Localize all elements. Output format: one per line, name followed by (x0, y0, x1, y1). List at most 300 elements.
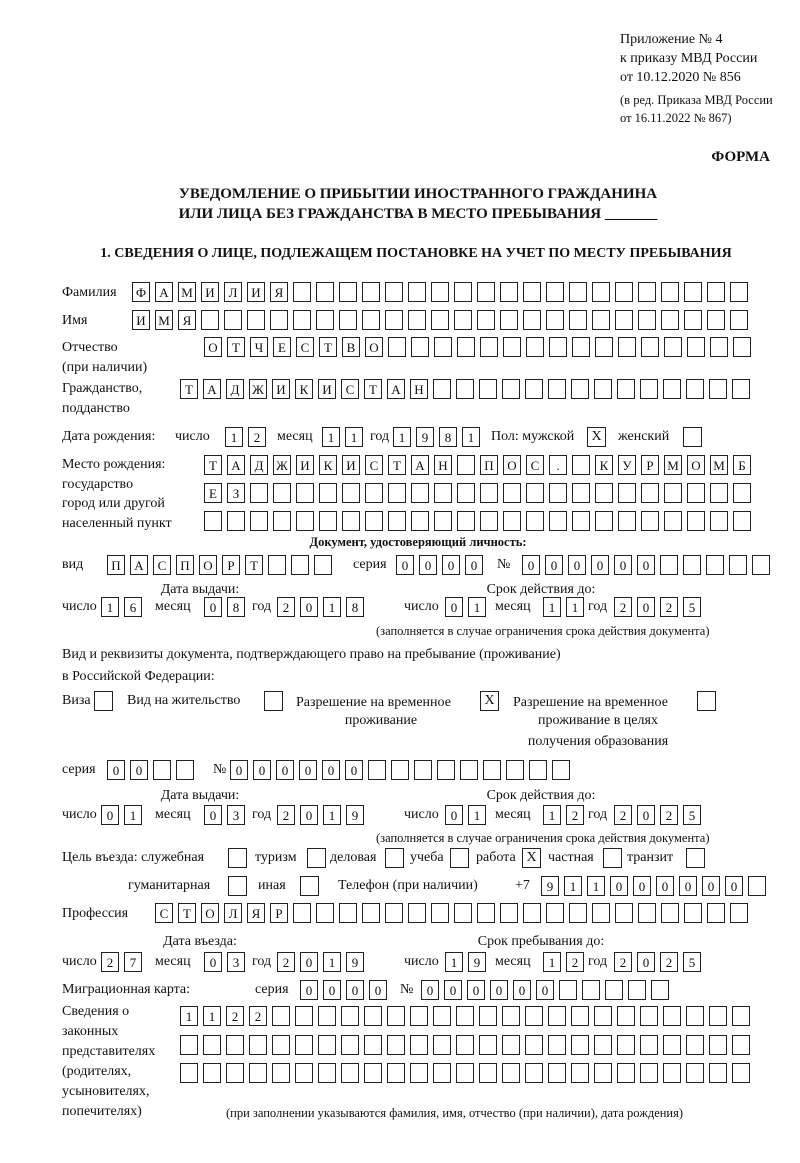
char-box[interactable] (732, 379, 750, 399)
char-box[interactable] (752, 555, 770, 575)
char-box[interactable]: О (201, 903, 219, 923)
char-box[interactable] (268, 555, 286, 575)
char-box[interactable] (273, 483, 291, 503)
purpose-business-checkbox[interactable] (385, 848, 404, 868)
id-issue-year-field[interactable] (277, 597, 364, 617)
char-box[interactable] (628, 980, 646, 1000)
char-box[interactable]: С (341, 379, 359, 399)
char-box[interactable] (651, 980, 669, 1000)
char-box[interactable] (227, 511, 245, 531)
char-box[interactable]: 0 (445, 805, 463, 825)
char-box[interactable] (388, 511, 406, 531)
char-box[interactable] (525, 1063, 543, 1083)
stay-day-field[interactable] (445, 952, 486, 972)
entry-year-field[interactable] (277, 952, 364, 972)
char-box[interactable] (456, 1006, 474, 1026)
char-box[interactable]: П (480, 455, 498, 475)
char-box[interactable]: 1 (323, 597, 341, 617)
char-box[interactable] (684, 282, 702, 302)
char-box[interactable] (362, 310, 380, 330)
char-box[interactable]: 0 (614, 555, 632, 575)
char-box[interactable]: 2 (249, 1006, 267, 1026)
char-box[interactable]: А (411, 455, 429, 475)
char-box[interactable] (204, 511, 222, 531)
char-box[interactable]: 1 (566, 597, 584, 617)
char-box[interactable]: 0 (253, 760, 271, 780)
char-box[interactable]: Я (247, 903, 265, 923)
char-box[interactable] (687, 511, 705, 531)
char-box[interactable] (226, 1035, 244, 1055)
char-box[interactable]: 0 (204, 805, 222, 825)
char-box[interactable] (249, 1063, 267, 1083)
migration-number-field[interactable] (421, 980, 669, 1000)
char-box[interactable] (572, 337, 590, 357)
char-box[interactable] (480, 483, 498, 503)
reps-field-row1[interactable] (180, 1006, 750, 1026)
char-box[interactable] (364, 1006, 382, 1026)
char-box[interactable] (687, 337, 705, 357)
char-box[interactable] (316, 282, 334, 302)
char-box[interactable] (296, 511, 314, 531)
char-box[interactable] (391, 760, 409, 780)
char-box[interactable]: 0 (276, 760, 294, 780)
char-box[interactable]: 0 (444, 980, 462, 1000)
char-box[interactable] (500, 903, 518, 923)
char-box[interactable]: Д (226, 379, 244, 399)
char-box[interactable] (549, 511, 567, 531)
char-box[interactable]: 0 (490, 980, 508, 1000)
char-box[interactable]: 9 (468, 952, 486, 972)
char-box[interactable] (664, 483, 682, 503)
char-box[interactable]: 0 (637, 805, 655, 825)
birthplace-field-row1[interactable] (204, 455, 751, 475)
sex-male-checkbox[interactable]: X (587, 427, 606, 447)
char-box[interactable]: М (664, 455, 682, 475)
birth-year-field[interactable] (393, 427, 480, 447)
char-box[interactable] (411, 483, 429, 503)
char-box[interactable] (434, 483, 452, 503)
char-box[interactable] (437, 760, 455, 780)
char-box[interactable] (548, 1035, 566, 1055)
char-box[interactable]: М (178, 282, 196, 302)
char-box[interactable] (457, 483, 475, 503)
char-box[interactable] (592, 282, 610, 302)
char-box[interactable]: 0 (633, 876, 651, 896)
name-field[interactable] (132, 310, 748, 330)
char-box[interactable] (479, 1035, 497, 1055)
rd-issue-day-field[interactable] (101, 805, 142, 825)
char-box[interactable]: 1 (393, 427, 411, 447)
trp-checkbox[interactable]: X (480, 691, 499, 711)
char-box[interactable] (594, 1035, 612, 1055)
char-box[interactable] (247, 310, 265, 330)
char-box[interactable] (526, 337, 544, 357)
char-box[interactable]: 2 (566, 805, 584, 825)
char-box[interactable]: 8 (439, 427, 457, 447)
char-box[interactable] (316, 903, 334, 923)
purpose-other-checkbox[interactable] (300, 876, 319, 896)
char-box[interactable]: 2 (660, 597, 678, 617)
char-box[interactable]: 2 (660, 805, 678, 825)
rd-issue-month-field[interactable] (204, 805, 245, 825)
char-box[interactable] (503, 511, 521, 531)
char-box[interactable]: 1 (445, 952, 463, 972)
char-box[interactable]: С (296, 337, 314, 357)
char-box[interactable]: Л (224, 903, 242, 923)
char-box[interactable]: 1 (322, 427, 340, 447)
char-box[interactable]: 0 (536, 980, 554, 1000)
citizenship-field[interactable] (180, 379, 750, 399)
char-box[interactable]: 3 (227, 805, 245, 825)
char-box[interactable]: Н (410, 379, 428, 399)
char-box[interactable] (341, 1006, 359, 1026)
char-box[interactable] (433, 1035, 451, 1055)
char-box[interactable]: 9 (416, 427, 434, 447)
char-box[interactable]: И (201, 282, 219, 302)
char-box[interactable]: 0 (230, 760, 248, 780)
char-box[interactable]: Т (388, 455, 406, 475)
char-box[interactable]: 1 (462, 427, 480, 447)
char-box[interactable] (176, 760, 194, 780)
char-box[interactable] (529, 760, 547, 780)
char-box[interactable] (552, 760, 570, 780)
char-box[interactable] (638, 310, 656, 330)
char-box[interactable] (408, 282, 426, 302)
char-box[interactable] (502, 379, 520, 399)
char-box[interactable]: 0 (637, 555, 655, 575)
char-box[interactable] (500, 282, 518, 302)
char-box[interactable] (661, 282, 679, 302)
char-box[interactable] (316, 310, 334, 330)
rd-issue-year-field[interactable] (277, 805, 364, 825)
char-box[interactable] (663, 1063, 681, 1083)
char-box[interactable] (638, 282, 656, 302)
char-box[interactable] (594, 1006, 612, 1026)
char-box[interactable] (733, 511, 751, 531)
char-box[interactable] (572, 455, 590, 475)
char-box[interactable] (595, 511, 613, 531)
char-box[interactable] (293, 282, 311, 302)
char-box[interactable] (617, 379, 635, 399)
char-box[interactable] (362, 282, 380, 302)
char-box[interactable]: . (549, 455, 567, 475)
char-box[interactable] (339, 903, 357, 923)
char-box[interactable] (503, 483, 521, 503)
char-box[interactable]: 0 (445, 597, 463, 617)
char-box[interactable]: 5 (683, 597, 701, 617)
trp-edu-checkbox[interactable] (697, 691, 716, 711)
char-box[interactable] (153, 760, 171, 780)
char-box[interactable]: Т (180, 379, 198, 399)
char-box[interactable] (385, 310, 403, 330)
char-box[interactable]: 0 (300, 597, 318, 617)
migration-series-field[interactable] (300, 980, 387, 1000)
char-box[interactable] (660, 555, 678, 575)
char-box[interactable]: 2 (277, 597, 295, 617)
char-box[interactable] (594, 379, 612, 399)
char-box[interactable] (385, 282, 403, 302)
reps-field-row2[interactable] (180, 1035, 750, 1055)
purpose-study-checkbox[interactable] (450, 848, 469, 868)
char-box[interactable] (569, 282, 587, 302)
char-box[interactable]: Т (364, 379, 382, 399)
char-box[interactable] (270, 310, 288, 330)
char-box[interactable]: 2 (614, 952, 632, 972)
char-box[interactable]: 0 (396, 555, 414, 575)
char-box[interactable]: 0 (346, 980, 364, 1000)
char-box[interactable] (548, 379, 566, 399)
id-valid-day-field[interactable] (445, 597, 486, 617)
char-box[interactable] (477, 903, 495, 923)
char-box[interactable]: Я (178, 310, 196, 330)
char-box[interactable] (293, 903, 311, 923)
stay-year-field[interactable] (614, 952, 701, 972)
char-box[interactable]: 0 (725, 876, 743, 896)
char-box[interactable] (617, 1063, 635, 1083)
char-box[interactable]: О (204, 337, 222, 357)
char-box[interactable] (250, 483, 268, 503)
char-box[interactable] (454, 310, 472, 330)
char-box[interactable]: 0 (299, 760, 317, 780)
char-box[interactable]: 9 (346, 952, 364, 972)
char-box[interactable] (480, 511, 498, 531)
char-box[interactable]: И (247, 282, 265, 302)
char-box[interactable] (457, 455, 475, 475)
char-box[interactable] (549, 337, 567, 357)
char-box[interactable] (617, 1035, 635, 1055)
char-box[interactable]: О (503, 455, 521, 475)
char-box[interactable] (296, 483, 314, 503)
char-box[interactable]: 1 (203, 1006, 221, 1026)
char-box[interactable] (411, 511, 429, 531)
char-box[interactable]: 8 (346, 597, 364, 617)
char-box[interactable] (339, 282, 357, 302)
char-box[interactable] (706, 555, 724, 575)
char-box[interactable] (709, 1006, 727, 1026)
purpose-private-checkbox[interactable] (603, 848, 622, 868)
char-box[interactable]: П (176, 555, 194, 575)
char-box[interactable]: 1 (225, 427, 243, 447)
char-box[interactable] (387, 1035, 405, 1055)
char-box[interactable] (483, 760, 501, 780)
char-box[interactable]: 0 (702, 876, 720, 896)
char-box[interactable]: 5 (683, 805, 701, 825)
char-box[interactable] (456, 1063, 474, 1083)
char-box[interactable]: О (365, 337, 383, 357)
char-box[interactable] (410, 1035, 428, 1055)
char-box[interactable]: 0 (568, 555, 586, 575)
char-box[interactable] (291, 555, 309, 575)
char-box[interactable] (272, 1006, 290, 1026)
char-box[interactable] (362, 903, 380, 923)
profession-field[interactable] (155, 903, 748, 923)
char-box[interactable] (595, 337, 613, 357)
char-box[interactable] (618, 337, 636, 357)
char-box[interactable]: В (342, 337, 360, 357)
char-box[interactable]: 0 (545, 555, 563, 575)
char-box[interactable] (365, 511, 383, 531)
char-box[interactable] (572, 511, 590, 531)
char-box[interactable]: Ж (273, 455, 291, 475)
char-box[interactable] (500, 310, 518, 330)
char-box[interactable] (385, 903, 403, 923)
char-box[interactable] (546, 310, 564, 330)
char-box[interactable]: У (618, 455, 636, 475)
purpose-tourism-checkbox[interactable] (307, 848, 326, 868)
char-box[interactable] (339, 310, 357, 330)
char-box[interactable] (201, 310, 219, 330)
char-box[interactable]: Я (270, 282, 288, 302)
char-box[interactable]: Т (204, 455, 222, 475)
char-box[interactable]: И (272, 379, 290, 399)
char-box[interactable]: 2 (566, 952, 584, 972)
id-issue-day-field[interactable] (101, 597, 142, 617)
char-box[interactable]: 0 (442, 555, 460, 575)
char-box[interactable] (477, 282, 495, 302)
char-box[interactable]: Е (204, 483, 222, 503)
char-box[interactable] (203, 1063, 221, 1083)
char-box[interactable] (433, 1063, 451, 1083)
char-box[interactable] (617, 1006, 635, 1026)
right-doc-number-field[interactable] (230, 760, 570, 780)
char-box[interactable] (341, 1035, 359, 1055)
char-box[interactable] (569, 903, 587, 923)
char-box[interactable] (523, 282, 541, 302)
char-box[interactable]: 1 (468, 805, 486, 825)
char-box[interactable]: 0 (204, 952, 222, 972)
char-box[interactable] (748, 876, 766, 896)
char-box[interactable] (318, 1063, 336, 1083)
char-box[interactable] (523, 310, 541, 330)
char-box[interactable] (431, 282, 449, 302)
char-box[interactable] (479, 1006, 497, 1026)
char-box[interactable]: 2 (660, 952, 678, 972)
char-box[interactable] (710, 337, 728, 357)
char-box[interactable]: 0 (369, 980, 387, 1000)
char-box[interactable]: И (296, 455, 314, 475)
char-box[interactable] (526, 511, 544, 531)
char-box[interactable]: 1 (564, 876, 582, 896)
purpose-work-checkbox[interactable]: X (522, 848, 541, 868)
char-box[interactable]: 6 (124, 597, 142, 617)
char-box[interactable] (730, 903, 748, 923)
char-box[interactable]: Т (227, 337, 245, 357)
char-box[interactable] (707, 310, 725, 330)
char-box[interactable] (664, 511, 682, 531)
char-box[interactable] (434, 511, 452, 531)
char-box[interactable] (592, 903, 610, 923)
stay-month-field[interactable] (543, 952, 584, 972)
char-box[interactable] (203, 1035, 221, 1055)
char-box[interactable] (663, 1035, 681, 1055)
char-box[interactable] (431, 903, 449, 923)
char-box[interactable]: Р (270, 903, 288, 923)
char-box[interactable]: Ф (132, 282, 150, 302)
id-kind-field[interactable] (107, 555, 332, 575)
char-box[interactable]: С (153, 555, 171, 575)
char-box[interactable] (686, 1063, 704, 1083)
char-box[interactable]: Е (273, 337, 291, 357)
char-box[interactable]: 7 (124, 952, 142, 972)
char-box[interactable]: А (387, 379, 405, 399)
char-box[interactable] (434, 337, 452, 357)
char-box[interactable]: 1 (180, 1006, 198, 1026)
char-box[interactable]: 0 (204, 597, 222, 617)
char-box[interactable] (684, 903, 702, 923)
char-box[interactable] (641, 483, 659, 503)
char-box[interactable] (571, 1035, 589, 1055)
char-box[interactable]: 0 (656, 876, 674, 896)
char-box[interactable] (318, 1035, 336, 1055)
char-box[interactable] (732, 1006, 750, 1026)
char-box[interactable] (408, 310, 426, 330)
char-box[interactable]: 0 (323, 980, 341, 1000)
entry-month-field[interactable] (204, 952, 245, 972)
char-box[interactable] (592, 310, 610, 330)
char-box[interactable] (388, 483, 406, 503)
char-box[interactable] (546, 282, 564, 302)
char-box[interactable]: 8 (227, 597, 245, 617)
char-box[interactable] (595, 483, 613, 503)
char-box[interactable]: М (155, 310, 173, 330)
char-box[interactable] (729, 555, 747, 575)
char-box[interactable]: Д (250, 455, 268, 475)
char-box[interactable] (454, 903, 472, 923)
char-box[interactable] (295, 1063, 313, 1083)
rd-valid-month-field[interactable] (543, 805, 584, 825)
char-box[interactable] (641, 337, 659, 357)
char-box[interactable] (640, 1063, 658, 1083)
residence-checkbox[interactable] (264, 691, 283, 711)
char-box[interactable] (503, 337, 521, 357)
char-box[interactable]: С (365, 455, 383, 475)
entry-day-field[interactable] (101, 952, 142, 972)
char-box[interactable]: К (295, 379, 313, 399)
char-box[interactable] (273, 511, 291, 531)
char-box[interactable] (663, 1006, 681, 1026)
char-box[interactable] (640, 1035, 658, 1055)
char-box[interactable] (342, 511, 360, 531)
char-box[interactable] (549, 483, 567, 503)
char-box[interactable] (582, 980, 600, 1000)
char-box[interactable] (615, 310, 633, 330)
char-box[interactable]: З (227, 483, 245, 503)
char-box[interactable] (250, 511, 268, 531)
char-box[interactable]: 0 (465, 555, 483, 575)
id-valid-year-field[interactable] (614, 597, 701, 617)
char-box[interactable]: И (318, 379, 336, 399)
char-box[interactable] (523, 903, 541, 923)
rd-valid-day-field[interactable] (445, 805, 486, 825)
char-box[interactable] (477, 310, 495, 330)
char-box[interactable] (641, 511, 659, 531)
birth-day-field[interactable] (225, 427, 266, 447)
char-box[interactable]: 5 (683, 952, 701, 972)
char-box[interactable]: Ж (249, 379, 267, 399)
char-box[interactable] (180, 1035, 198, 1055)
char-box[interactable] (454, 282, 472, 302)
char-box[interactable]: Б (733, 455, 751, 475)
char-box[interactable] (368, 760, 386, 780)
char-box[interactable] (615, 282, 633, 302)
char-box[interactable] (525, 1006, 543, 1026)
char-box[interactable] (707, 903, 725, 923)
char-box[interactable] (506, 760, 524, 780)
char-box[interactable] (480, 337, 498, 357)
char-box[interactable] (457, 337, 475, 357)
char-box[interactable]: 0 (300, 952, 318, 972)
char-box[interactable] (569, 310, 587, 330)
